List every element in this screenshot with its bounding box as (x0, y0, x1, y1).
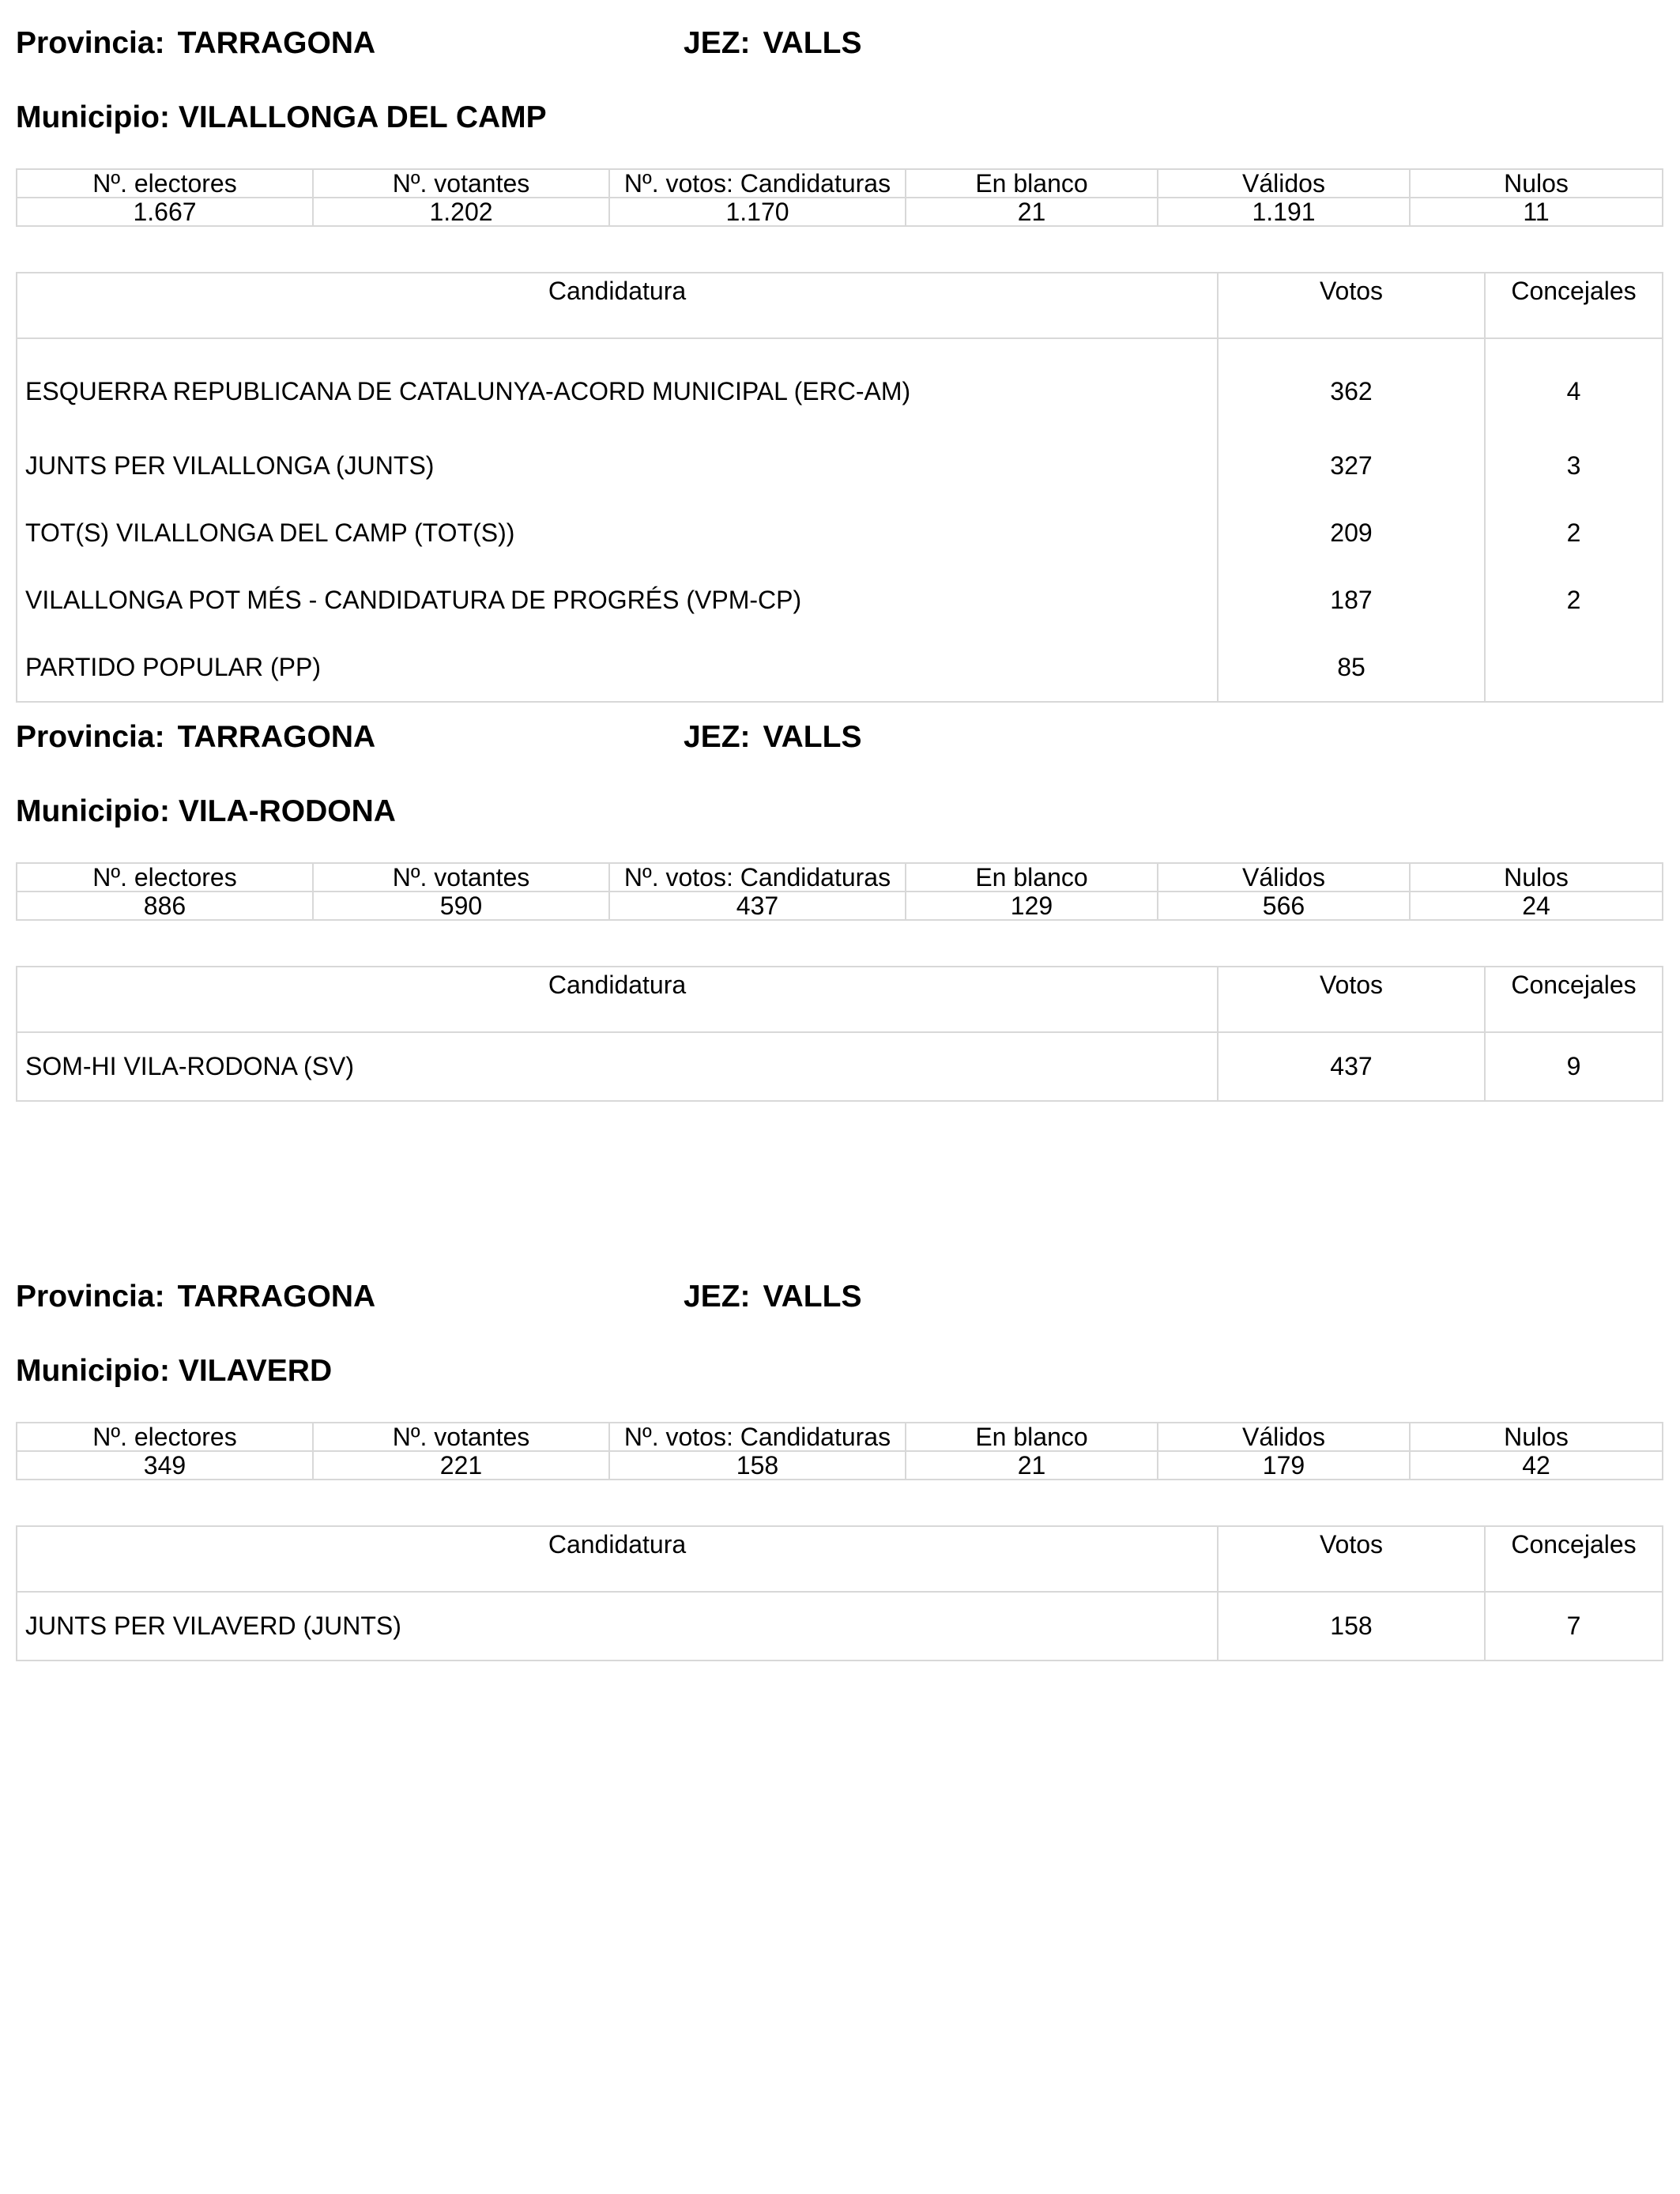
concejales-header: Concejales (1485, 1526, 1663, 1592)
candidates-header-row (17, 273, 1663, 338)
candidate-seats (1485, 634, 1663, 702)
candidate-row (17, 634, 1663, 702)
stat-value: 349 (17, 1451, 313, 1480)
stat-value: 590 (313, 892, 609, 920)
stat-value: 1.202 (313, 198, 609, 226)
candidate-votes: 327 (1218, 432, 1485, 499)
candidates-header-row (17, 1526, 1663, 1592)
votos-header: Votos (1218, 1526, 1485, 1592)
stat-header: Nº. votos: Candidaturas (609, 863, 906, 892)
jez-heading: JEZ: VALLS (684, 1280, 862, 1314)
stat-value: 21 (906, 198, 1158, 226)
jez-value: VALLS (763, 720, 862, 754)
stat-value: 179 (1158, 1451, 1410, 1480)
jez-heading: JEZ: VALLS (684, 720, 862, 754)
stats-header-row (17, 863, 1663, 892)
stat-value: 1.667 (17, 198, 313, 226)
candidates-header-row (17, 967, 1663, 1032)
stats-value-row (17, 892, 1663, 920)
stat-header: En blanco (906, 169, 1158, 198)
stat-header: Nº. votantes (313, 1423, 609, 1451)
candidate-row (17, 567, 1663, 634)
municipio-value: VILAVERD (178, 1354, 333, 1388)
stat-header: Nº. votos: Candidaturas (609, 1423, 906, 1451)
candidate-seats: 2 (1485, 567, 1663, 634)
stats-header-row (17, 1423, 1663, 1451)
stats-table (16, 862, 1663, 921)
provincia-heading: Provincia: TARRAGONA (16, 720, 376, 754)
candidate-votes: 158 (1218, 1592, 1485, 1661)
stat-header: Válidos (1158, 863, 1410, 892)
stat-header: Nº. electores (17, 169, 313, 198)
candidate-name: JUNTS PER VILAVERD (JUNTS) (25, 1612, 401, 1640)
candidate-row (17, 338, 1663, 432)
candidate-name: VILALLONGA POT MÉS - CANDIDATURA DE PROGRÉS (VPM-CP) (25, 586, 802, 614)
municipio-heading: Municipio: VILA-RODONA (16, 794, 396, 828)
concejales-header: Concejales (1485, 967, 1663, 1032)
stat-header: Válidos (1158, 169, 1410, 198)
candidate-name: PARTIDO POPULAR (PP) (25, 653, 321, 681)
municipio-heading: Municipio: VILALLONGA DEL CAMP (16, 100, 547, 134)
candidate-row (17, 432, 1663, 499)
candidate-name: SOM-HI VILA-RODONA (SV) (25, 1052, 355, 1080)
stat-header: Nº. votantes (313, 169, 609, 198)
provincia-value: TARRAGONA (177, 1280, 376, 1314)
jez-value: VALLS (763, 1280, 862, 1314)
votos-header: Votos (1218, 967, 1485, 1032)
candidatura-header: Candidatura (17, 273, 1218, 338)
stat-value: 1.170 (609, 198, 906, 226)
stat-header: Nulos (1410, 863, 1663, 892)
jez-value: VALLS (763, 26, 862, 60)
votos-header: Votos (1218, 273, 1485, 338)
candidate-row (17, 1592, 1663, 1661)
municipio-value: VILALLONGA DEL CAMP (178, 100, 547, 134)
candidate-name: ESQUERRA REPUBLICANA DE CATALUNYA-ACORD MUNICIPAL (ERC-AM) (25, 376, 911, 405)
stat-header: Nº. votantes (313, 863, 609, 892)
stats-header-row (17, 169, 1663, 198)
stats-table (16, 1422, 1663, 1480)
candidate-seats: 3 (1485, 432, 1663, 499)
stat-value: 437 (609, 892, 906, 920)
municipio-heading: Municipio: VILAVERD (16, 1354, 333, 1388)
provincia-value: TARRAGONA (177, 26, 376, 60)
stat-header: Nulos (1410, 169, 1663, 198)
stats-table (16, 168, 1663, 227)
stat-header: Nº. electores (17, 1423, 313, 1451)
provincia-heading: Provincia: TARRAGONA (16, 26, 376, 60)
stat-value: 42 (1410, 1451, 1663, 1480)
candidate-votes: 362 (1218, 338, 1485, 432)
stat-header: Nulos (1410, 1423, 1663, 1451)
candidate-votes: 85 (1218, 634, 1485, 702)
candidate-name: TOT(S) VILALLONGA DEL CAMP (TOT(S)) (25, 518, 515, 547)
stat-value: 1.191 (1158, 198, 1410, 226)
stat-value: 886 (17, 892, 313, 920)
candidate-seats: 7 (1485, 1592, 1663, 1661)
candidatura-header: Candidatura (17, 1526, 1218, 1592)
candidate-row (17, 1032, 1663, 1101)
stat-value: 158 (609, 1451, 906, 1480)
candidatura-header: Candidatura (17, 967, 1218, 1032)
candidate-seats: 9 (1485, 1032, 1663, 1101)
stats-value-row (17, 1451, 1663, 1480)
stats-value-row (17, 198, 1663, 226)
candidate-seats: 2 (1485, 499, 1663, 567)
candidate-votes: 187 (1218, 567, 1485, 634)
candidates-table (16, 966, 1663, 1102)
stat-value: 21 (906, 1451, 1158, 1480)
stat-header: En blanco (906, 1423, 1158, 1451)
jez-heading: JEZ: VALLS (684, 26, 862, 60)
stat-header: En blanco (906, 863, 1158, 892)
stat-header: Nº. votos: Candidaturas (609, 169, 906, 198)
stat-value: 221 (313, 1451, 609, 1480)
stat-header: Nº. electores (17, 863, 313, 892)
candidate-row (17, 499, 1663, 567)
provincia-heading: Provincia: TARRAGONA (16, 1280, 376, 1314)
concejales-header: Concejales (1485, 273, 1663, 338)
stat-value: 24 (1410, 892, 1663, 920)
stat-value: 129 (906, 892, 1158, 920)
candidate-seats: 4 (1485, 338, 1663, 432)
municipio-value: VILA-RODONA (178, 794, 396, 828)
stat-header: Válidos (1158, 1423, 1410, 1451)
candidates-table (16, 272, 1663, 703)
provincia-value: TARRAGONA (177, 720, 376, 754)
candidates-table (16, 1525, 1663, 1661)
stat-value: 566 (1158, 892, 1410, 920)
stat-value: 11 (1410, 198, 1663, 226)
candidate-votes: 437 (1218, 1032, 1485, 1101)
candidate-name: JUNTS PER VILALLONGA (JUNTS) (25, 451, 435, 480)
candidate-votes: 209 (1218, 499, 1485, 567)
